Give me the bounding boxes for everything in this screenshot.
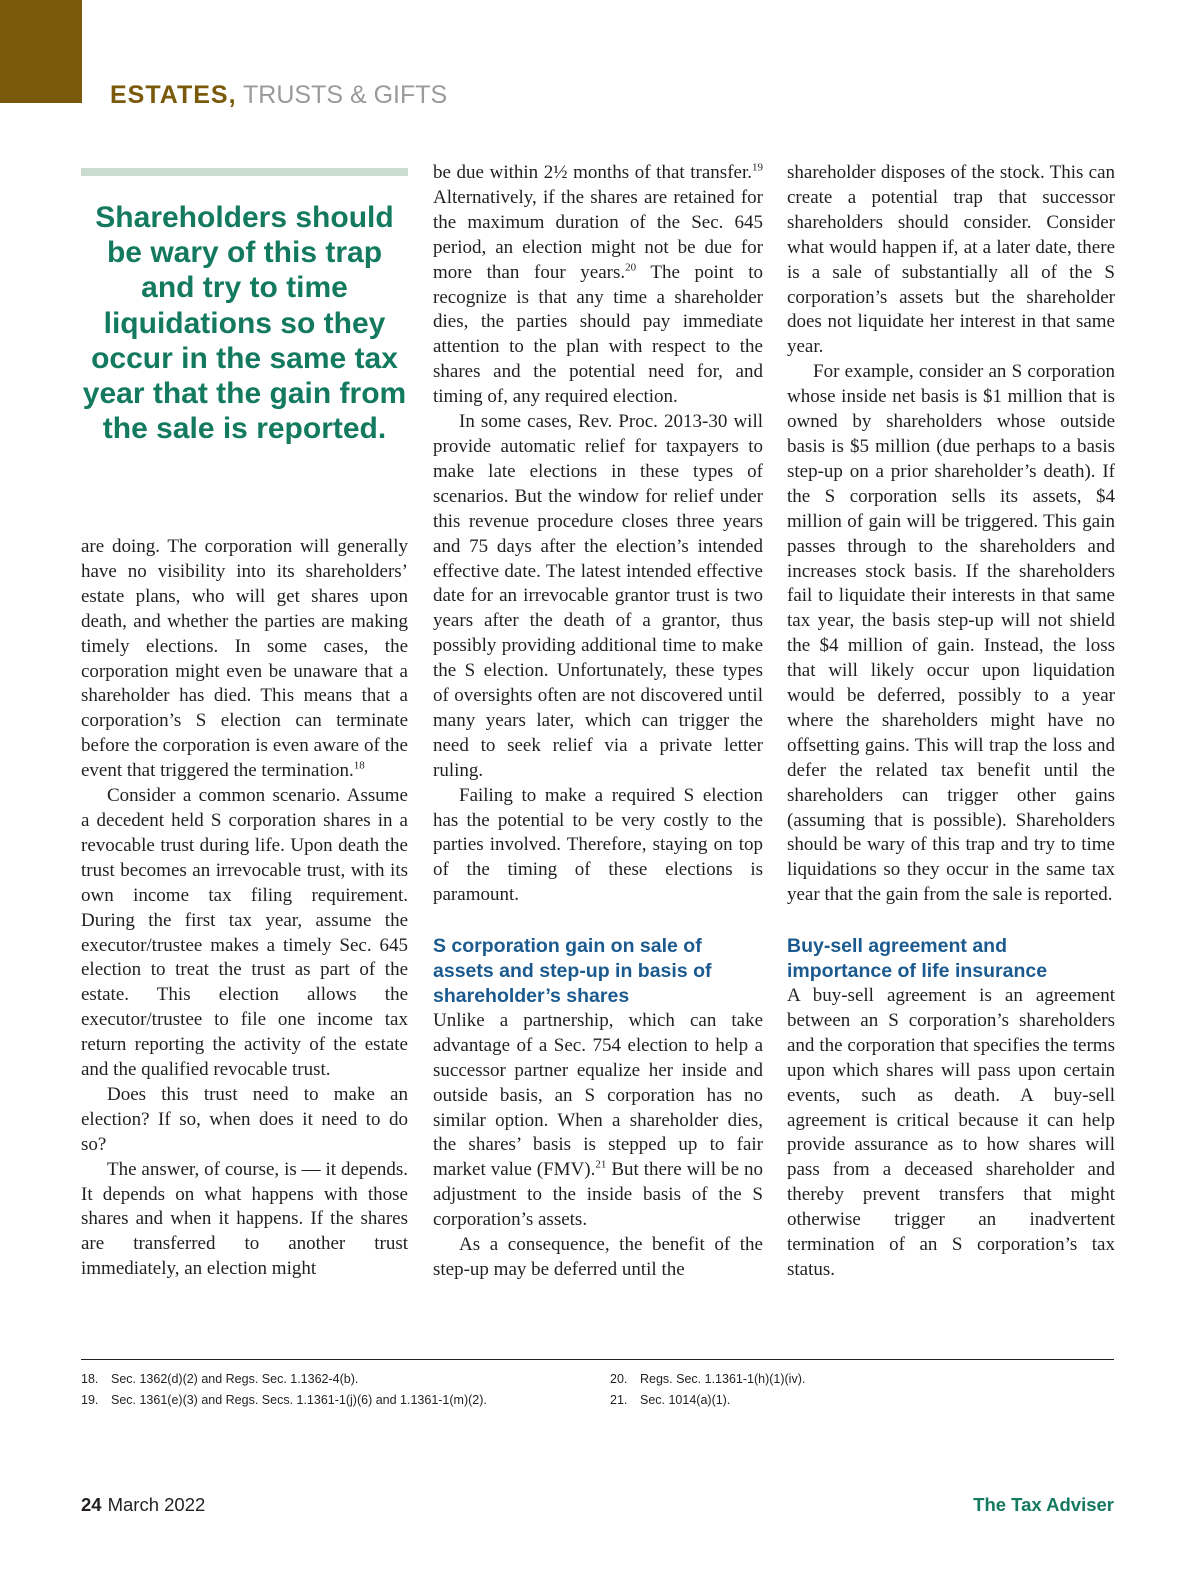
subheading: Buy-sell agreement and importance of life insurance — [787, 935, 1048, 983]
paragraph: A buy-sell agreement is an agreement between an S corporation’s shareholders and the corporation that specifies the terms upon which shares will pass upon certain events, such as death. A buy-sell agreement is critical because it can help provide assurance as to how shares will pass from a deceased shareholder and thereby prevent transfers that might otherwise trigger an inadvertent termination of an S corporation’s tax status. — [787, 985, 1115, 1280]
pullquote-rule — [81, 168, 408, 176]
section-header — [110, 80, 447, 110]
paragraph: shareholder disposes of the stock. This can create a potential trap that successor shareholders should consider. Consider what would happen if, at a later date, there is a sale of substantially all of the S corporation’s assets but the shareholder does not liquidate her interest in that same year. — [787, 162, 1115, 358]
article-column-1 — [81, 535, 408, 1282]
footnote: 19. Sec. 1361(e)(3) and Regs. Secs. 1.1361-1(j)(6) and 1.1361-1(m)(2). — [81, 1392, 487, 1407]
paragraph: The answer, of course, is — it depends. It depends on what happens with those shares and when it happens. If the shares are transferred to another trust immediately, an election might — [81, 1158, 408, 1280]
footnote: 20. Regs. Sec. 1.1361-1(h)(1)(iv). — [610, 1372, 806, 1386]
footnotes-right — [610, 1369, 805, 1410]
paragraph: Failing to make a required S election has the potential to be very costly to the parties involved. Therefore, staying on top of the timing of these elections is paramount. — [433, 784, 763, 906]
footnote-divider — [81, 1359, 1114, 1360]
footnote: 18. Sec. 1362(d)(2) and Regs. Sec. 1.1362-4(b). — [81, 1372, 359, 1386]
page-footer-left — [81, 1493, 205, 1517]
paragraph: Consider a common scenario. Assume a decedent held S corporation shares in a revocable trust during life. Upon death the trust becomes an irrevocable trust, with its own income tax filing requirement. During the first tax year, assume the executor/trustee makes a timely Sec. 645 election to treat the trust as part of the estate. This election allows the executor/trustee to file one income tax return reporting the activity of the estate and the qualified revocable trust. — [81, 785, 408, 1081]
footnote: 21. Sec. 1014(a)(1). — [610, 1392, 731, 1407]
paragraph: Does this trust need to make an election? If so, when does it need to do so? — [81, 1083, 408, 1155]
footnote-ref[interactable]: 18 — [353, 759, 365, 772]
article-column-2 — [433, 161, 763, 1283]
footnote-ref[interactable]: 21 — [595, 1159, 607, 1172]
corner-color-block — [0, 0, 82, 103]
subheading: S corporation gain on sale of assets and step-up in basis of shareholder’s shares — [433, 935, 712, 1007]
paragraph: be due within 2½ months of that transfer.$^{19}$ Alternatively, if the shares are retained for the maximum duration of the Sec. 645 period, an election might not be due for more than four years.$^{20}$ The point to recognize is that any time a shareholder dies, the parties should pay immediate attention to the plan with respect to the shares and the potential need for, and timing of, any required election. — [433, 161, 763, 408]
paragraph: In some cases, Rev. Proc. 2013-30 will provide automatic relief for taxpayers to make late elections in these types of scenarios. But the window for relief under this revenue procedure closes three years and 75 days after the election’s intended effective date. The latest intended effective date for an irrevocable grantor trust is two years after the death of a grantor, thus possibly providing additional time to make the S election. Unfortunately, these types of oversights often are not discovered until many years later, which can trigger the need to seek relief via a private letter ruling. — [433, 411, 763, 781]
footnotes-left — [81, 1369, 487, 1410]
pullquote: Shareholders should be wary of this trap and try to time liquidations so they occur in the same tax year that the gain from the sale is reported. — [82, 201, 407, 446]
page-number: 24 — [81, 1494, 102, 1515]
issue-date: March 2022 — [107, 1494, 206, 1515]
publication-name: The Tax Adviser — [973, 1494, 1114, 1515]
paragraph: For example, consider an S corporation whose inside net basis is $1 million that is owned by shareholders whose outside basis is $5 million (due perhaps to a basis step-up on a prior shareholder’s death). If the S corporation sells its assets, $4 million of gain will be triggered. This gain passes through to the shareholders and increases stock basis. If the shareholders fail to liquidate their interests in that same tax year, the basis step-up will not shield the $4 million of gain. Instead, the loss that will likely occur upon liquidation would be deferred, possibly to a year where the shareholders might have no offsetting gains. This will trap the loss and defer the related tax benefit until the shareholders can trigger other gains (assuming that is possible). Shareholders should be wary of this trap and try to time liquidations so they occur in the same tax year that the gain from the sale is reported. — [787, 361, 1115, 906]
section-header-rest: TRUSTS & GIFTS — [236, 81, 448, 109]
paragraph: are doing. The corporation will generally have no visibility into its shareholders’ estate plans, who will get shares upon death, and whether the parties are making timely elections. In some cases, the corporation might even be unaware that a shareholder has died. This means that a corporation’s S election can terminate before the corporation is even aware of the event that triggered the termination.$^{18}$ — [81, 536, 408, 782]
section-header-bold: ESTATES, — [110, 81, 237, 109]
footnote-ref[interactable]: 20 — [625, 261, 637, 274]
article-column-3 — [787, 161, 1115, 1283]
paragraph: As a consequence, the benefit of the step-up may be deferred until the — [433, 1234, 763, 1280]
paragraph: Unlike a partnership, which can take advantage of a Sec. 754 election to help a successor partner equalize her inside and outside basis, an S corporation has no similar option. When a shareholder dies, the shares’ basis is stepped up to fair market value (FMV).$^{21}$ But there will be no adjustment to the inside basis of the S corporation’s assets. — [433, 1009, 763, 1231]
footnote-ref[interactable]: 19 — [752, 161, 763, 174]
